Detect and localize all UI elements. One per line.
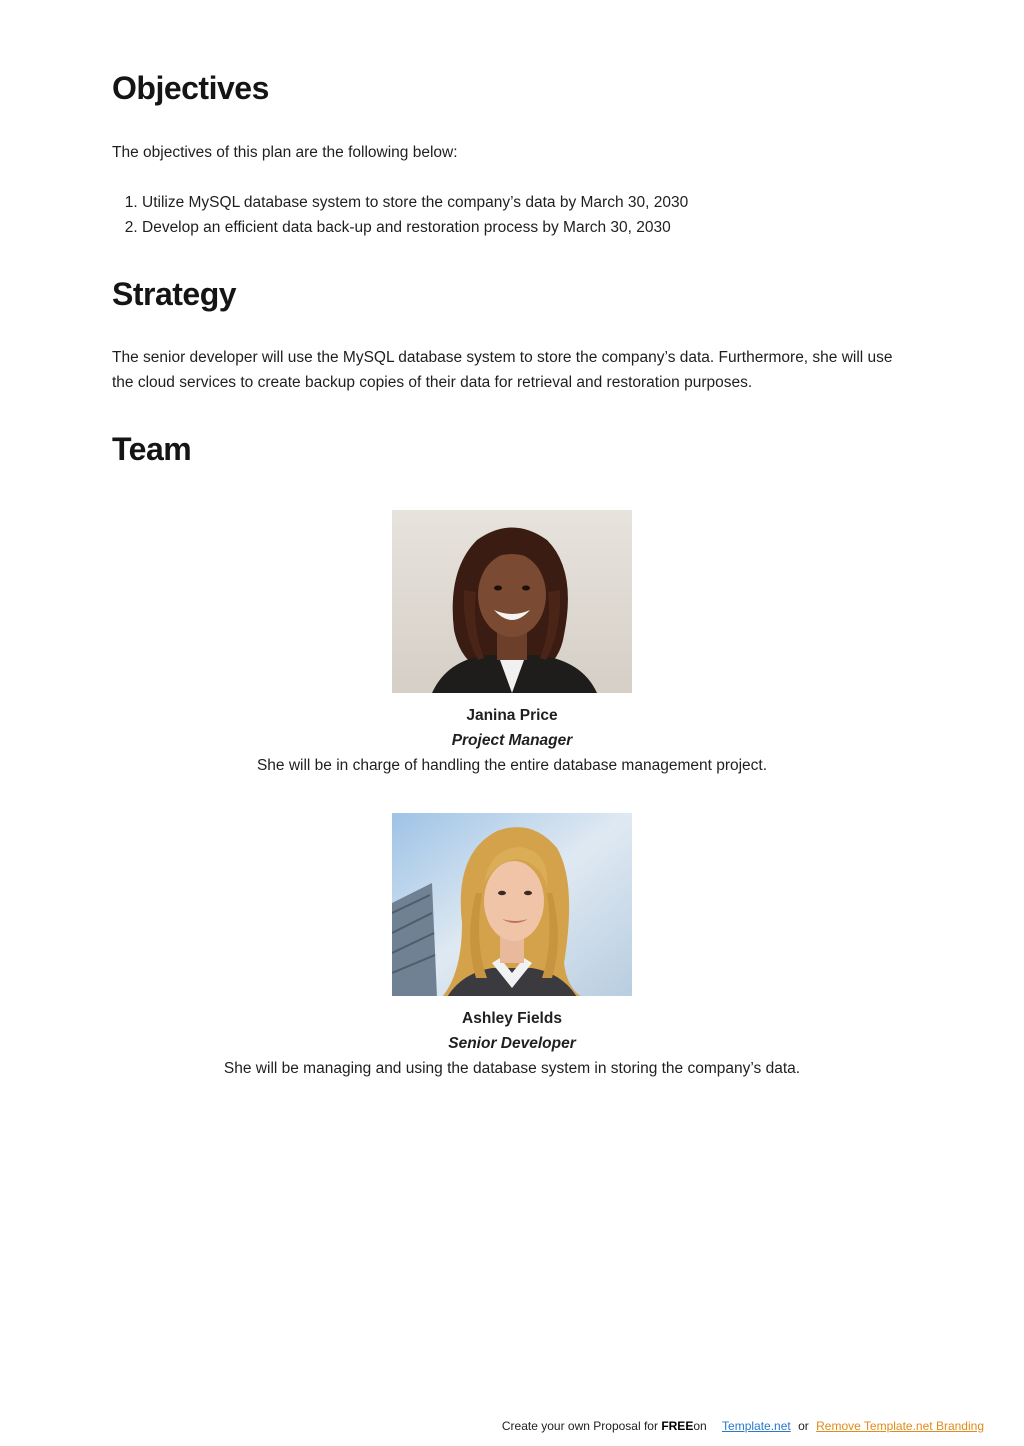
objectives-intro: The objectives of this plan are the following below: [112, 144, 458, 161]
member-name: Ashley Fields [462, 1010, 562, 1027]
objective-item: 2. Develop an efficient data back-up and restoration process by March 30, 2030 [142, 215, 942, 240]
portrait-image [392, 813, 632, 996]
team-heading: Team [112, 431, 192, 467]
footer-or: or [798, 1419, 809, 1433]
footer-free: FREE [661, 1419, 694, 1433]
strategy-body: The senior developer will use the MySQL database system to store the company’s data. Furthermore, she will use the cloud services to create backup copies of their data for retrieval and restoration purposes. [112, 349, 893, 391]
portrait-image [392, 510, 632, 693]
member-photo [392, 813, 632, 996]
objectives-list [112, 190, 942, 240]
member-description: She will be in charge of handling the entire database management project. [256, 757, 768, 774]
branding-footer [502, 1419, 984, 1433]
objective-item: 1. Utilize MySQL database system to store the company’s data by March 30, 2030 [142, 190, 942, 215]
member-role: Senior Developer [448, 1035, 576, 1052]
footer-prefix: Create your own Proposal for [501, 1419, 658, 1433]
footer-on: on [693, 1419, 707, 1433]
team-member-card [112, 813, 912, 1081]
member-photo [392, 510, 632, 693]
member-name: Janina Price [466, 707, 558, 724]
remove-branding-link[interactable]: Remove Template.net Branding [816, 1419, 984, 1433]
strategy-heading: Strategy [112, 276, 237, 312]
objectives-heading: Objectives [112, 70, 269, 106]
template-net-link[interactable]: Template.net [722, 1419, 791, 1433]
team-member-card [112, 510, 912, 778]
member-description: She will be managing and using the database system in storing the company’s data. [223, 1060, 801, 1077]
member-role: Project Manager [451, 732, 573, 749]
